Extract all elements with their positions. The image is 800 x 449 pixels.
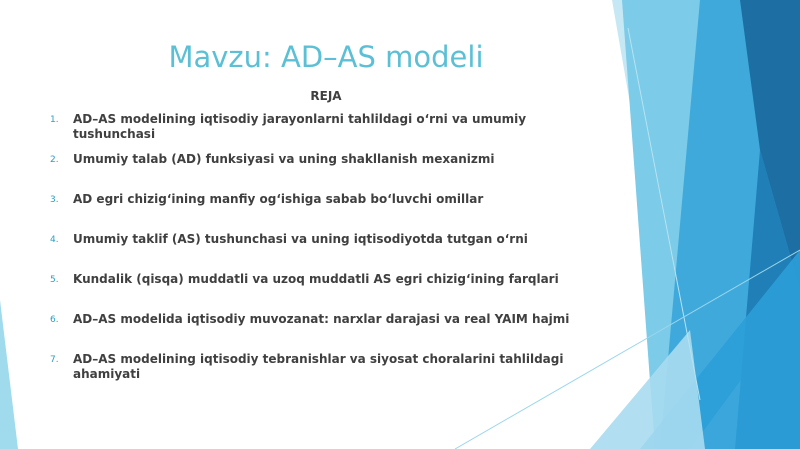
- agenda-item-text: AD–AS modelining iqtisodiy jarayonlarni tahlildagi o‘rni va umumiy tushunchasi: [73, 112, 527, 141]
- agenda-item: [50, 232, 590, 272]
- agenda-item-text: AD–AS modelining iqtisodiy tebranishlar va siyosat choralarini tahlildagi ahamiyati: [73, 352, 564, 381]
- agenda-item-number: 4.: [50, 235, 59, 245]
- agenda-item-text: Umumiy talab (AD) funksiyasi va uning shakllanish mexanizmi: [73, 152, 495, 166]
- agenda-item: [50, 152, 590, 192]
- agenda-item: [50, 192, 590, 232]
- agenda-item-number: 6.: [50, 315, 59, 325]
- agenda-item-text: Kundalik (qisqa) muddatli va uzoq muddatli AS egri chizig‘ining farqlari: [73, 272, 559, 286]
- agenda-item: [50, 352, 590, 392]
- agenda-item: [50, 272, 590, 312]
- agenda-item-number: 2.: [50, 155, 59, 165]
- slide-subtitle: REJA: [310, 89, 342, 103]
- agenda-item: [50, 312, 590, 352]
- agenda-item-text: Umumiy taklif (AS) tushunchasi va uning iqtisodiyotda tutgan o‘rni: [73, 232, 528, 246]
- agenda-item-text: AD egri chizig‘ining manfiy og‘ishiga sabab bo‘luvchi omillar: [73, 192, 484, 206]
- agenda-list: [50, 112, 590, 392]
- right-lower-glint-shape: [590, 330, 705, 449]
- agenda-item-text: AD–AS modelida iqtisodiy muvozanat: narxlar darajasi va real YAIM hajmi: [73, 312, 570, 326]
- agenda-item-number: 3.: [50, 195, 59, 205]
- slide-title: Mavzu: AD–AS modeli: [168, 40, 484, 74]
- left-edge-accent-shape: [0, 300, 18, 449]
- agenda-item-number: 7.: [50, 355, 59, 365]
- agenda-item: [50, 112, 590, 152]
- agenda-item-number: 1.: [50, 115, 59, 125]
- agenda-item-number: 5.: [50, 275, 59, 285]
